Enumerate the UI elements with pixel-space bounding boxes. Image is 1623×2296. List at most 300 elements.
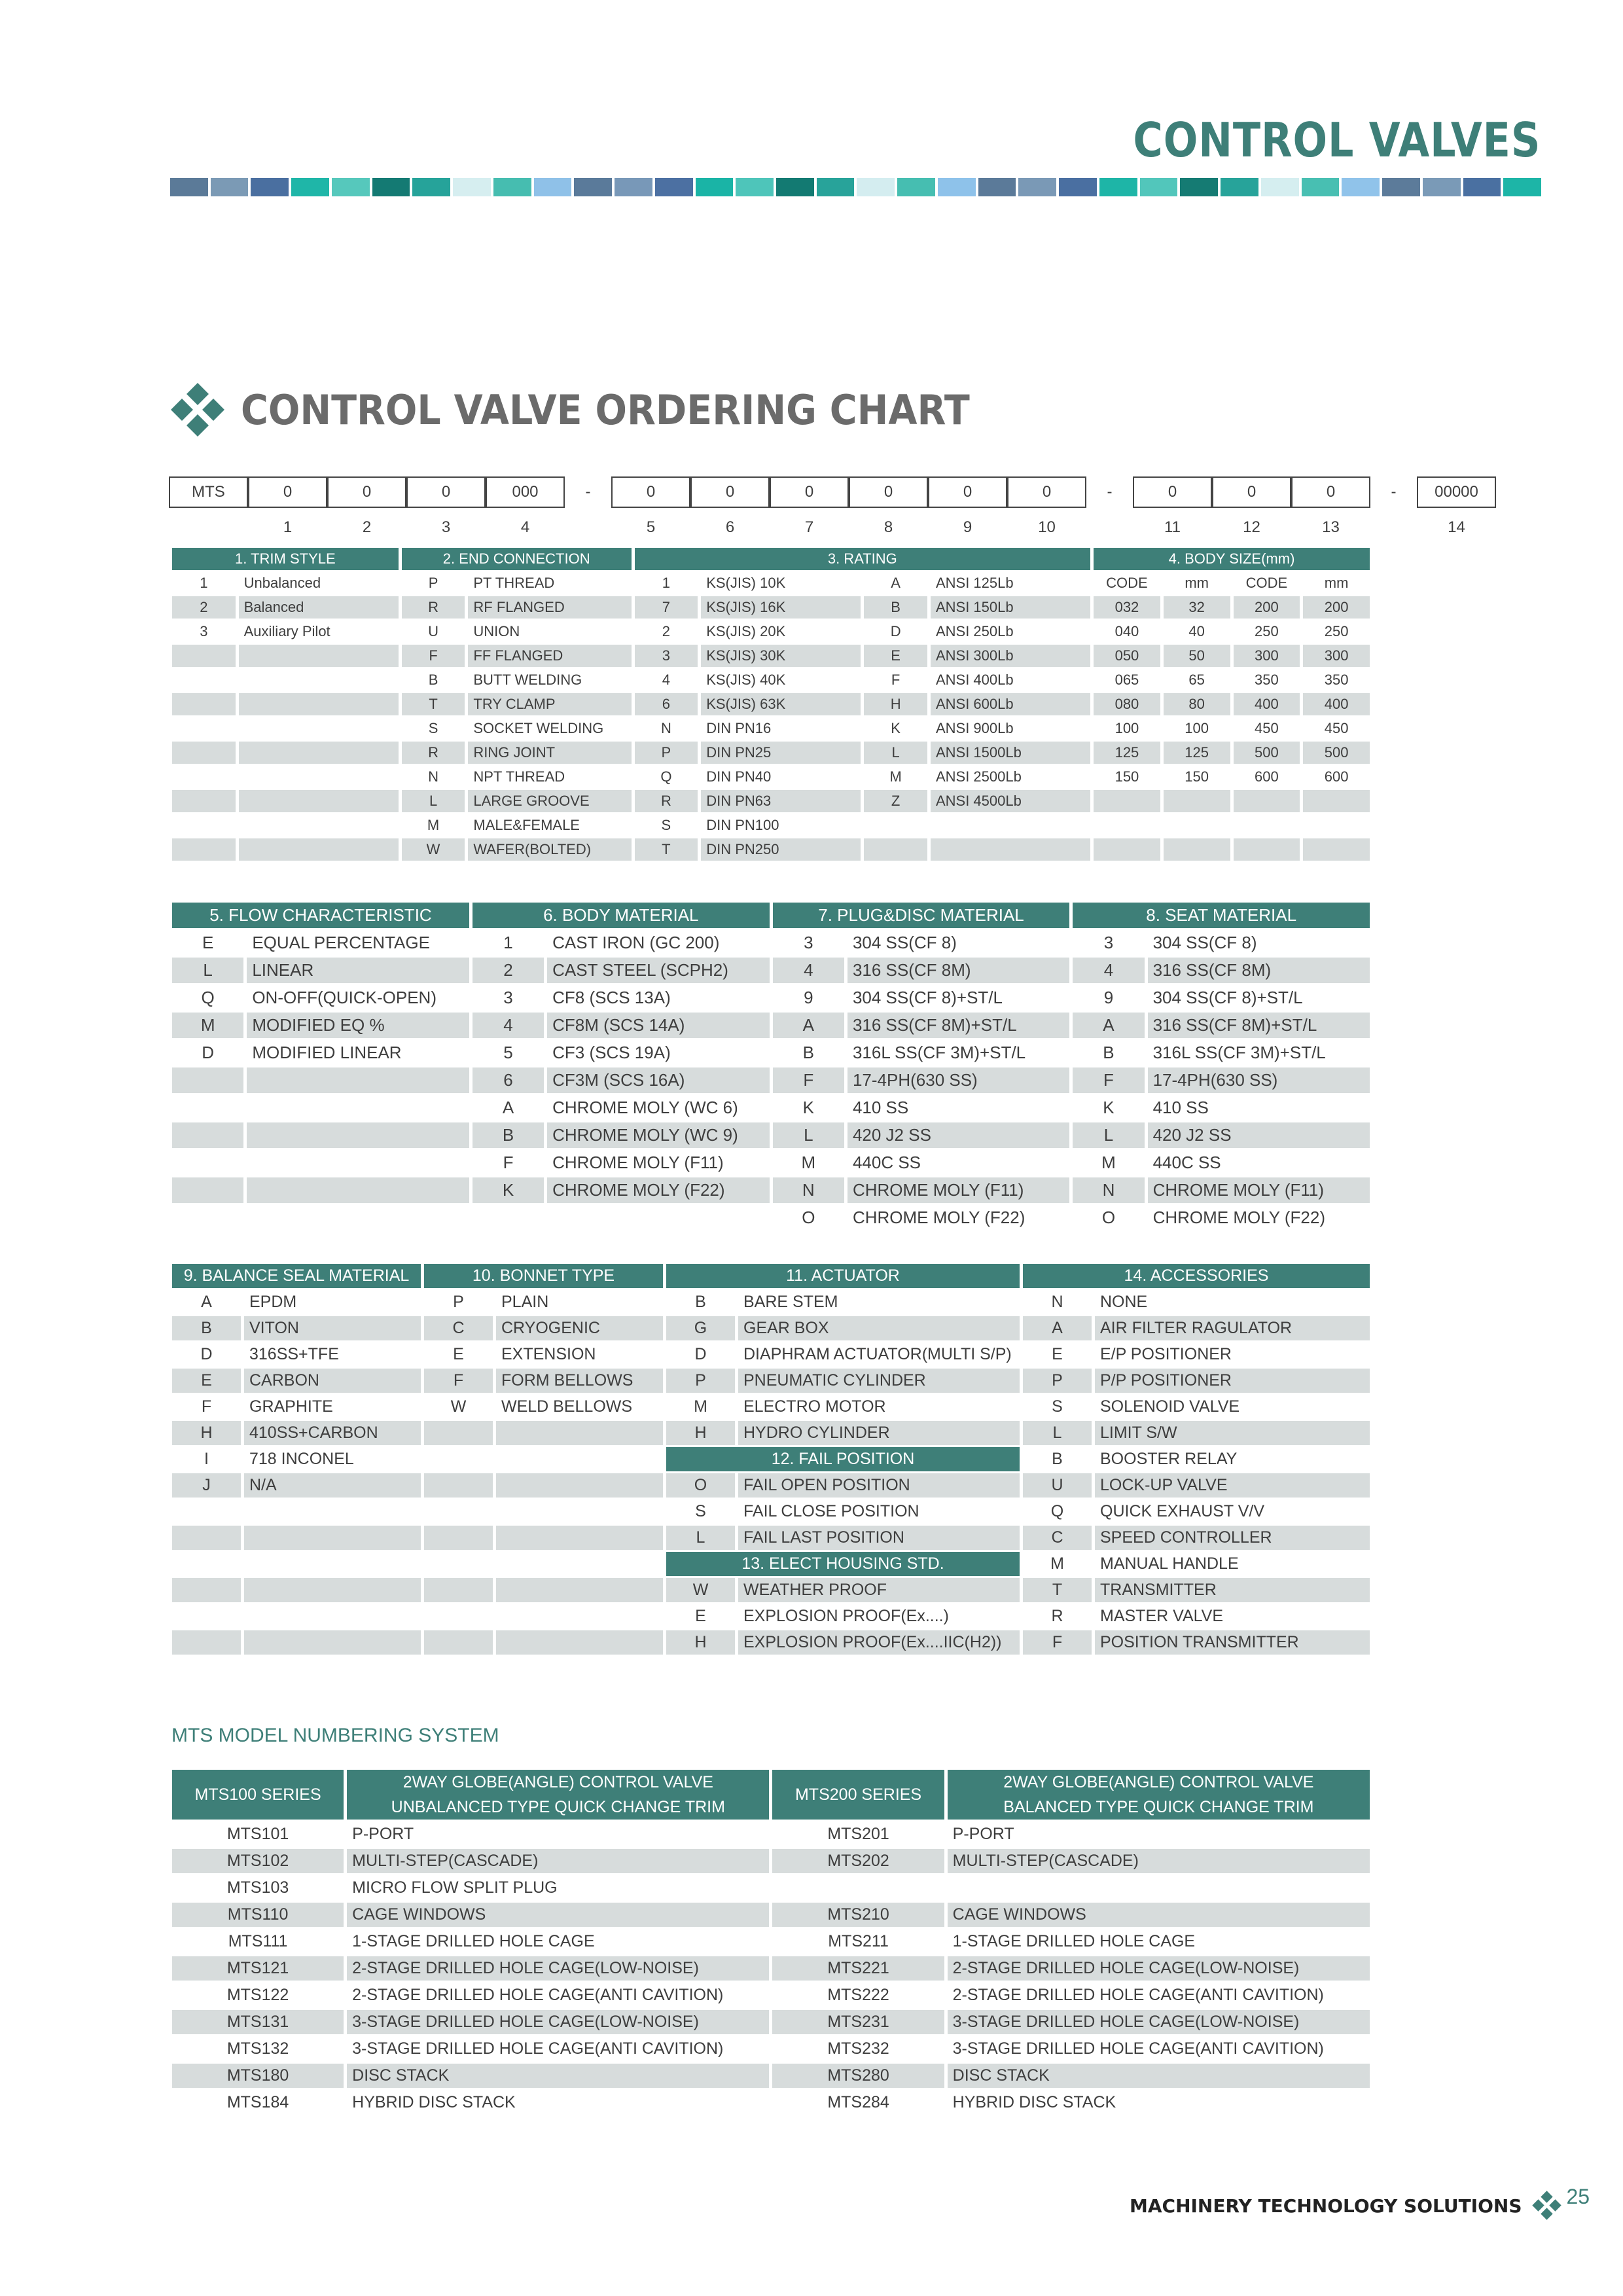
table-cell: 17-4PH(630 SS) <box>1148 1067 1370 1093</box>
page-number: 25 <box>1566 2184 1590 2208</box>
table-cell: SOLENOID VALVE <box>1100 1397 1240 1416</box>
strip-segment <box>776 178 814 196</box>
color-strip <box>170 178 1541 196</box>
table-row <box>172 1983 1370 2007</box>
table-cell: MTS101 <box>226 1825 289 1843</box>
table-cell <box>172 1578 241 1602</box>
table-cell <box>172 1177 243 1203</box>
table-cell: K <box>802 1098 814 1117</box>
strip-segment <box>857 178 895 196</box>
table-row <box>172 1122 1370 1148</box>
strip-segment <box>655 178 693 196</box>
table-cell: FF FLANGED <box>468 645 631 667</box>
series-description <box>948 1770 1370 1820</box>
table-cell: 316 SS(CF 8M)+ST/L <box>847 1013 1069 1038</box>
table-row <box>172 2010 1370 2034</box>
seal-bonnet-actuator-table <box>169 1262 1373 1657</box>
table-cell <box>496 1499 663 1524</box>
series-description-line: 2WAY GLOBE(ANGLE) CONTROL VALVE <box>402 1773 713 1791</box>
series-description-line: BALANCED TYPE QUICK CHANGE TRIM <box>1003 1798 1314 1816</box>
table-cell: PT THREAD <box>473 575 555 591</box>
table-cell: 150 <box>1185 768 1209 785</box>
table-cell <box>239 838 399 861</box>
table-cell: PLAIN <box>501 1293 549 1311</box>
table-cell: DIN PN63 <box>701 790 861 812</box>
table-cell: mm <box>1324 575 1349 591</box>
table-cell: N <box>773 1177 844 1203</box>
table-cell: MALE&FEMALE <box>473 817 580 833</box>
materials-table <box>169 901 1373 1232</box>
table-cell <box>244 1604 421 1628</box>
table-cell: H <box>172 1421 241 1445</box>
table-cell: P-PORT <box>952 1825 1014 1843</box>
table-cell: SPEED CONTROLLER <box>1095 1526 1370 1550</box>
table-cell: PNEUMATIC CYLINDER <box>738 1369 1020 1393</box>
code-num: 11 <box>1164 518 1181 536</box>
table-cell: ANSI 1500Lb <box>931 742 1090 764</box>
table-cell: BUTT WELDING <box>473 672 582 688</box>
table-cell <box>239 717 399 740</box>
sub-header: 12. FAIL POSITION <box>666 1447 1020 1471</box>
table-cell: Q <box>1050 1502 1064 1520</box>
table-cell: 7 <box>635 596 698 619</box>
strip-segment <box>574 178 612 196</box>
table-cell: A <box>502 1098 514 1117</box>
code-num: 13 <box>1322 518 1340 536</box>
table-cell: CF8M (SCS 14A) <box>547 1013 770 1038</box>
table-cell <box>496 1473 663 1498</box>
table-row <box>172 1822 1370 1846</box>
table-cell: A <box>773 1013 844 1038</box>
table-cell: ANSI 600Lb <box>931 693 1090 715</box>
table-cell: FORM BELLOWS <box>496 1369 663 1393</box>
model-numbering-title: MTS MODEL NUMBERING SYSTEM <box>171 1725 499 1746</box>
table-cell: N <box>428 768 438 785</box>
table-row <box>172 1552 1370 1576</box>
table-cell: MTS110 <box>172 1903 344 1927</box>
table-cell <box>1094 838 1160 861</box>
table-cell: M <box>427 817 440 833</box>
code-box: 00000 <box>1417 476 1496 508</box>
table-cell: DISC STACK <box>948 2064 1370 2088</box>
table-cell: 065 <box>1115 672 1139 688</box>
table-cell <box>172 1499 241 1524</box>
table-cell <box>172 838 236 861</box>
table-cell: 410 SS <box>852 1098 909 1117</box>
table-cell: MTS280 <box>772 2064 944 2088</box>
strip-segment <box>291 178 329 196</box>
table-cell: S <box>428 720 438 736</box>
table-cell: 2 <box>473 958 544 983</box>
table-cell <box>172 1630 241 1655</box>
table-cell: 350 <box>1255 672 1279 688</box>
table-header: 3. RATING <box>635 548 1091 570</box>
table-cell: B <box>1052 1450 1063 1468</box>
table-cell: 032 <box>1094 596 1160 619</box>
table-cell: 100 <box>1185 720 1209 736</box>
strip-segment <box>251 178 289 196</box>
strip-segment <box>1099 178 1137 196</box>
table-cell: DIN PN100 <box>706 817 779 833</box>
table-row <box>172 1316 1370 1340</box>
table-cell: RF FLANGED <box>468 596 631 619</box>
table-cell: N <box>1051 1293 1063 1311</box>
table-row <box>172 1929 1370 1954</box>
table-cell: R <box>402 742 465 764</box>
table-cell: 2-STAGE DRILLED HOLE CAGE(ANTI CAVITION) <box>352 1986 724 2004</box>
table-cell: EXTENSION <box>501 1345 596 1363</box>
table-cell: 304 SS(CF 8)+ST/L <box>1152 988 1303 1007</box>
table-cell: ANSI 300Lb <box>931 645 1090 667</box>
table-cell <box>172 1526 241 1550</box>
table-cell: S <box>1052 1397 1063 1416</box>
table-cell: 718 INCONEL <box>249 1450 354 1468</box>
table-cell: E <box>864 645 927 667</box>
table-cell: M <box>172 1013 243 1038</box>
table-cell <box>1234 814 1300 836</box>
table-cell <box>247 1177 469 1203</box>
table-cell <box>244 1578 421 1602</box>
table-cell: D <box>202 1043 215 1062</box>
code-box: 0 <box>611 476 690 508</box>
table-cell <box>172 814 236 836</box>
code-box: 0 <box>770 476 849 508</box>
table-cell <box>244 1630 421 1655</box>
table-cell <box>172 645 236 667</box>
table-cell <box>239 742 399 764</box>
table-cell: CHROME MOLY (F11) <box>847 1177 1069 1203</box>
code-num: 7 <box>804 518 814 536</box>
table-cell: E <box>172 1369 241 1393</box>
table-cell: MODIFIED LINEAR <box>252 1043 402 1062</box>
table-cell: 304 SS(CF 8) <box>1152 933 1257 952</box>
table-cell <box>1303 838 1370 861</box>
page-title: CONTROL VALVE ORDERING CHART <box>241 386 970 434</box>
table-cell <box>239 645 399 667</box>
table-cell: 450 <box>1324 720 1349 736</box>
table-cell: A <box>1073 1013 1144 1038</box>
code-box: 000 <box>486 476 565 508</box>
table-cell <box>172 693 236 715</box>
table-cell <box>496 1552 663 1576</box>
table-cell <box>172 1150 243 1175</box>
table-row <box>172 620 1370 643</box>
table-cell: EXPLOSION PROOF(Ex....) <box>743 1607 949 1625</box>
table-cell: EQUAL PERCENTAGE <box>252 933 430 952</box>
table-cell: M <box>694 1397 707 1416</box>
table-cell: G <box>666 1316 735 1340</box>
table-cell: DIN PN25 <box>701 742 861 764</box>
table-cell: ANSI 2500Lb <box>935 768 1022 785</box>
table-cell <box>931 838 1090 861</box>
table-cell: QUICK EXHAUST V/V <box>1100 1502 1264 1520</box>
table-header: 14. ACCESSORIES <box>1023 1264 1370 1288</box>
table-row <box>172 930 1370 956</box>
table-cell: 40 <box>1188 623 1205 639</box>
diamond-logo-icon <box>1533 2191 1561 2220</box>
table-cell: 420 J2 SS <box>847 1122 1069 1148</box>
table-cell <box>1303 790 1370 812</box>
table-cell: H <box>666 1630 735 1655</box>
strip-segment <box>736 178 774 196</box>
table-cell: LIMIT S/W <box>1095 1421 1370 1445</box>
table-cell: L <box>172 958 243 983</box>
table-cell <box>1303 814 1370 836</box>
strip-segment <box>696 178 734 196</box>
table-cell: M <box>1050 1554 1064 1573</box>
table-cell <box>496 1630 663 1655</box>
table-cell: MTS121 <box>172 1956 344 1981</box>
table-cell: 4 <box>773 958 844 983</box>
table-cell: 050 <box>1094 645 1160 667</box>
table-cell: MTS102 <box>172 1849 344 1873</box>
table-cell: HYDRO CYLINDER <box>738 1421 1020 1445</box>
table-cell: MODIFIED EQ % <box>247 1013 469 1038</box>
table-header: 11. ACTUATOR <box>666 1264 1020 1288</box>
table-header: 8. SEAT MATERIAL <box>1073 903 1370 928</box>
table-cell <box>239 814 399 836</box>
table-cell: VITON <box>244 1316 421 1340</box>
table-cell: TRANSMITTER <box>1095 1578 1370 1602</box>
table-cell: DISC STACK <box>347 2064 769 2088</box>
table-cell: 250 <box>1324 623 1349 639</box>
code-box: 0 <box>327 476 406 508</box>
table-header: 9. BALANCE SEAL MATERIAL <box>172 1264 421 1288</box>
table-cell: LARGE GROOVE <box>468 790 631 812</box>
table-cell: AIR FILTER RAGULATOR <box>1095 1316 1370 1340</box>
table-cell: CAGE WINDOWS <box>948 1903 1370 1927</box>
table-cell: O <box>1101 1208 1116 1227</box>
table-cell: 316SS+TFE <box>249 1345 339 1363</box>
code-num <box>169 508 248 542</box>
strip-segment <box>1302 178 1340 196</box>
table-cell: LOCK-UP VALVE <box>1095 1473 1370 1498</box>
table-row <box>172 742 1370 764</box>
table-cell: F <box>402 645 465 667</box>
strip-segment <box>1382 178 1420 196</box>
table-cell <box>172 669 236 691</box>
code-num: 3 <box>441 518 451 536</box>
table-cell: ON-OFF(QUICK-OPEN) <box>252 988 437 1007</box>
table-row <box>172 1421 1370 1445</box>
table-cell: ANSI 125Lb <box>935 575 1014 591</box>
table-cell <box>247 1067 469 1093</box>
table-cell: DIN PN250 <box>701 838 861 861</box>
table-cell: GRAPHITE <box>249 1397 333 1416</box>
table-cell: KS(JIS) 40K <box>706 672 786 688</box>
table-cell: H <box>864 693 927 715</box>
table-cell: 316L SS(CF 3M)+ST/L <box>1152 1043 1326 1062</box>
table-cell: MTS122 <box>226 1986 289 2004</box>
table-cell <box>424 1552 493 1576</box>
table-cell: M <box>1101 1153 1116 1172</box>
table-cell: 200 <box>1234 596 1300 619</box>
table-header: 2. END CONNECTION <box>402 548 632 570</box>
table-cell: CAST STEEL (SCPH2) <box>547 958 770 983</box>
table-cell: 1 <box>503 933 513 952</box>
table-cell: C <box>1023 1526 1092 1550</box>
table-row <box>172 1578 1370 1602</box>
table-cell: 410 SS <box>1152 1098 1209 1117</box>
table-cell: UNION <box>473 623 520 639</box>
table-cell <box>172 1604 241 1628</box>
strip-segment <box>412 178 450 196</box>
table-cell: R <box>1051 1607 1063 1625</box>
table-cell: N <box>1073 1177 1144 1203</box>
table-cell <box>496 1526 663 1550</box>
table-cell: 3 <box>804 933 813 952</box>
table-row <box>172 1067 1370 1093</box>
table-cell: 4 <box>662 672 671 688</box>
ordering-code <box>169 476 1496 542</box>
table-cell: W <box>666 1578 735 1602</box>
table-cell: F <box>773 1067 844 1093</box>
table-row <box>172 1205 1370 1230</box>
table-cell: 3 <box>200 623 208 639</box>
table-cell: B <box>695 1293 706 1311</box>
table-cell: WAFER(BOLTED) <box>468 838 631 861</box>
code-box: 0 <box>849 476 928 508</box>
table-row <box>172 1369 1370 1393</box>
table-cell: 440C SS <box>852 1153 921 1172</box>
table-header: 10. BONNET TYPE <box>424 1264 663 1288</box>
table-row <box>172 693 1370 715</box>
table-cell: U <box>428 623 438 639</box>
table-cell <box>172 1205 243 1230</box>
table-cell: N/A <box>244 1473 421 1498</box>
table-cell: 32 <box>1164 596 1230 619</box>
table-cell: 3 <box>1103 933 1114 952</box>
table-row <box>172 1630 1370 1655</box>
table-cell: MTS284 <box>827 2093 889 2111</box>
table-cell: B <box>1103 1043 1115 1062</box>
table-header: 5. FLOW CHARACTERISTIC <box>172 903 469 928</box>
table-cell <box>424 1526 493 1550</box>
table-cell: E/P POSITIONER <box>1100 1345 1232 1363</box>
table-cell: MANUAL HANDLE <box>1100 1554 1239 1573</box>
table-cell: KS(JIS) 63K <box>701 693 861 715</box>
table-row <box>172 766 1370 788</box>
table-cell: KS(JIS) 16K <box>701 596 861 619</box>
table-row <box>172 1604 1370 1628</box>
table-cell: MTS180 <box>172 2064 344 2088</box>
code-box: 0 <box>1007 476 1086 508</box>
strip-segment <box>1503 178 1541 196</box>
table-cell: CHROME MOLY (WC 9) <box>547 1122 770 1148</box>
table-cell <box>948 1876 1370 1900</box>
table-cell: ELECTRO MOTOR <box>743 1397 886 1416</box>
table-cell: FAIL CLOSE POSITION <box>743 1502 919 1520</box>
table-cell <box>247 1205 469 1230</box>
table-cell: NPT THREAD <box>473 768 565 785</box>
strip-segment <box>978 178 1016 196</box>
table-cell: J <box>172 1473 241 1498</box>
table-cell: P <box>428 575 438 591</box>
table-cell: MTS211 <box>828 1932 889 1950</box>
table-cell: B <box>428 672 438 688</box>
strip-segment <box>453 178 491 196</box>
sub-header: 13. ELECT HOUSING STD. <box>666 1552 1020 1576</box>
table-cell: 080 <box>1094 693 1160 715</box>
table-cell: 600 <box>1324 768 1349 785</box>
table-cell: E <box>695 1607 706 1625</box>
trim-end-rating-size-table <box>169 546 1373 863</box>
table-cell: P <box>635 742 698 764</box>
strip-segment <box>1342 178 1380 196</box>
table-row <box>172 814 1370 836</box>
table-cell: Z <box>864 790 927 812</box>
strip-segment <box>1463 178 1501 196</box>
code-dash: - <box>1391 483 1397 501</box>
table-cell: 040 <box>1115 623 1139 639</box>
table-cell: T <box>635 838 698 861</box>
table-cell <box>244 1499 421 1524</box>
table-cell: CODE <box>1106 575 1148 591</box>
table-cell: 4 <box>1073 958 1144 983</box>
table-cell: 316 SS(CF 8M) <box>847 958 1069 983</box>
table-cell: 1-STAGE DRILLED HOLE CAGE <box>952 1932 1196 1950</box>
strip-segment <box>534 178 572 196</box>
table-cell: 9 <box>1103 988 1114 1007</box>
table-cell <box>424 1630 493 1655</box>
table-cell: 65 <box>1188 672 1205 688</box>
table-cell <box>244 1526 421 1550</box>
code-box: 0 <box>1133 476 1212 508</box>
table-cell: MTS222 <box>827 1986 889 2004</box>
table-row <box>172 985 1370 1011</box>
code-num: 4 <box>520 518 530 536</box>
table-cell <box>424 1421 493 1445</box>
table-row <box>172 1013 1370 1038</box>
strip-segment <box>1261 178 1299 196</box>
table-cell <box>772 1876 944 1900</box>
table-cell: DIN PN16 <box>706 720 772 736</box>
table-cell <box>1094 814 1160 836</box>
section-heading <box>171 384 1033 436</box>
table-cell: MICRO FLOW SPLIT PLUG <box>352 1878 558 1897</box>
table-cell <box>496 1578 663 1602</box>
table-cell: 1 <box>200 575 208 591</box>
footer <box>1130 2184 1590 2220</box>
table-cell: K <box>1103 1098 1115 1117</box>
table-cell: CHROME MOLY (F22) <box>1152 1208 1325 1227</box>
strip-segment <box>938 178 976 196</box>
table-cell: L <box>666 1526 735 1550</box>
table-cell <box>1164 814 1230 836</box>
table-cell: 304 SS(CF 8)+ST/L <box>852 988 1003 1007</box>
table-cell: 1-STAGE DRILLED HOLE CAGE <box>352 1932 595 1950</box>
table-row <box>172 572 1370 594</box>
table-cell: Q <box>201 988 215 1007</box>
series-description-line: UNBALANCED TYPE QUICK CHANGE TRIM <box>391 1798 725 1816</box>
table-cell <box>424 1604 493 1628</box>
table-cell <box>239 693 399 715</box>
table-cell: 300 <box>1303 645 1370 667</box>
table-cell: CODE <box>1245 575 1288 591</box>
code-num: 6 <box>725 518 735 536</box>
table-cell: DIN PN40 <box>706 768 772 785</box>
table-cell: A <box>1023 1316 1092 1340</box>
table-cell <box>424 1499 493 1524</box>
table-cell <box>1164 790 1230 812</box>
table-cell: MULTI-STEP(CASCADE) <box>347 1849 769 1873</box>
table-cell: MTS184 <box>226 2093 289 2111</box>
table-cell: E <box>453 1345 464 1363</box>
table-cell: F <box>1073 1067 1144 1093</box>
table-cell: 3-STAGE DRILLED HOLE CAGE(ANTI CAVITION) <box>952 2039 1324 2058</box>
code-dash: - <box>1107 483 1113 501</box>
table-cell: 316 SS(CF 8M) <box>1148 958 1370 983</box>
